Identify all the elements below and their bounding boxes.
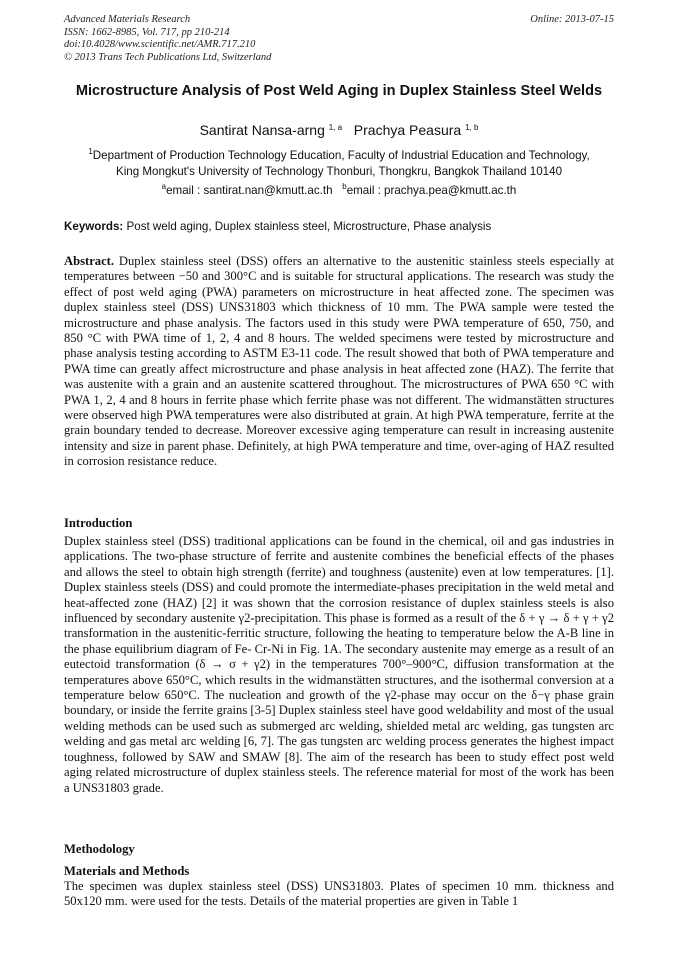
author-1: Santirat Nansa-arng: [199, 122, 325, 138]
journal-header: [64, 14, 271, 64]
paper-title: Microstructure Analysis of Post Weld Aging in Duplex Stainless Steel Welds: [75, 83, 603, 99]
affiliation-marker: 1: [88, 147, 93, 156]
email-b[interactable]: email : prachya.pea@kmutt.ac.th: [346, 184, 517, 197]
materials-methods-heading: Materials and Methods: [64, 864, 190, 878]
online-date: Online: 2013-07-15: [530, 14, 614, 25]
author-2: Prachya Peasura: [353, 122, 462, 138]
methodology-heading: Methodology: [64, 842, 135, 856]
doi-line: doi:10.4028/www.scientific.net/AMR.717.210: [64, 39, 256, 50]
author-2-affiliation: 1, b: [465, 123, 479, 132]
introduction-heading: Introduction: [64, 516, 133, 530]
journal-name: Advanced Materials Research: [64, 14, 191, 25]
abstract-label: Abstract.: [64, 254, 115, 268]
copyright-line: © 2013 Trans Tech Publications Ltd, Switzerland: [64, 51, 272, 63]
keywords: [64, 219, 614, 235]
issn-line: ISSN: 1662-8985, Vol. 717, pp 210-214: [64, 26, 230, 38]
email-line: [64, 183, 614, 199]
email-a[interactable]: email : santirat.nan@kmutt.ac.th: [166, 184, 333, 197]
abstract: [64, 254, 614, 470]
author-1-affiliation: 1, a: [328, 123, 343, 132]
materials-methods-text: The specimen was duplex stainless steel (DSS) UNS31803. Plates of specimen 10 mm. thickness and 50x120 mm. were used for the tests. Details of the material properties are given in Table 1: [64, 879, 614, 909]
introduction-text: Duplex stainless steel (DSS) traditional applications can be found in the chemical, oil and gas industries in applications. The two-phase structure of ferrite and austenite combines the beneficial effects of the phases and allows the steel to obtain high strength (ferrite) and toughness (austenite) even at low temperatures. [1]. Duplex stainless steels (DSS) and could promote the intermediate-phases precipitation in the weld metal and heat-affected zone (HAZ) [2] it was shown that the corrosion resistance of duplex stainless steels is also influenced by secondary austenite γ2-precipitation. This phase is formed as a result of the δ + γ → δ + γ + γ2 transformation in the austenitic-ferritic structure, following the heating to temperature below the A-B line in the phase equilibrium diagram of Fe- Cr-Ni in Fig. 1A. The secondary austenite may emerge as a result of an eutectoid transformation (δ → σ + γ2) in the temperatures 700°–900°C, diffusion transformation at the temperatures above 650°C, which results in the widmanstätten structures, and the isothermal conversion at a temperature below 650°C. The nucleation and growth of the γ2-phase may occur on the δ−γ phase grain boundary, or inside the ferrite grains [3-5] Duplex stainless steel have good weldability and most of the usual welding methods can be used such as submerged arc welding, shielded metal arc welding, gas tungsten arc welding and gas metal arc welding [6, 7]. The gas tungsten arc welding process generates the highest impact toughness, followed by SAW and SMAW [8]. The aim of the research has been to study effect post weld aging related microstructure of duplex stainless steels. The reference material for most of the work has been a UNS31803 grade.: [64, 534, 614, 795]
keywords-text: Post weld aging, Duplex stainless steel, Microstructure, Phase analysis: [126, 220, 492, 233]
affiliation: [64, 148, 614, 180]
email-b-marker: b: [342, 182, 347, 191]
author-line: [64, 121, 614, 139]
email-a-marker: a: [161, 182, 167, 191]
keywords-label: Keywords:: [64, 220, 124, 233]
abstract-text: Duplex stainless steel (DSS) offers an alternative to the austenitic stainless steels especially at temperatures between −50 and 300°C and is suitable for structural applications. The research was study the effect of post weld aging (PWA) parameters on microstructure in heat affected zone. The specimen was duplex stainless steel (DSS) UNS31803 which thickness of 10 mm. The PWA sample were tested the microstructure and phase analysis. The factors used in this study were PWA temperature of 650, 750, and 850 °C with PWA time of 1, 2, 4 and 8 hours. The welded specimens were tested by microstructure and phase analysis testing according to ASTM E3-11 code. The result showed that both of PWA temperature and PWA time can greatly affect microstructure and phase analysis in heat affected zone (HAZ). The ferrite that was austenite with a grain and an austenite scattered throughout. The microstructures of PWA 650 °C with PWA 1, 2, 4 and 8 hours in ferrite phase which ferrite phase was not different. The widmanstätten structures were observed high PWA temperatures were also distributed at grain. At high PWA temperature, ferrite at the grain boundary tended to decrease. Moreover excessive aging temperature can result in increasing austenite intensity and size in parent phase. Definitely, at high PWA temperature and time, over-aging of HAZ resulted in corrosion resistance reduce.: [64, 254, 614, 469]
affiliation-line-2: King Mongkut's University of Technology Thonburi, Thongkru, Bangkok Thailand 10140: [115, 165, 563, 178]
affiliation-line-1: Department of Production Technology Education, Faculty of Industrial Education and Technology,: [92, 149, 590, 162]
